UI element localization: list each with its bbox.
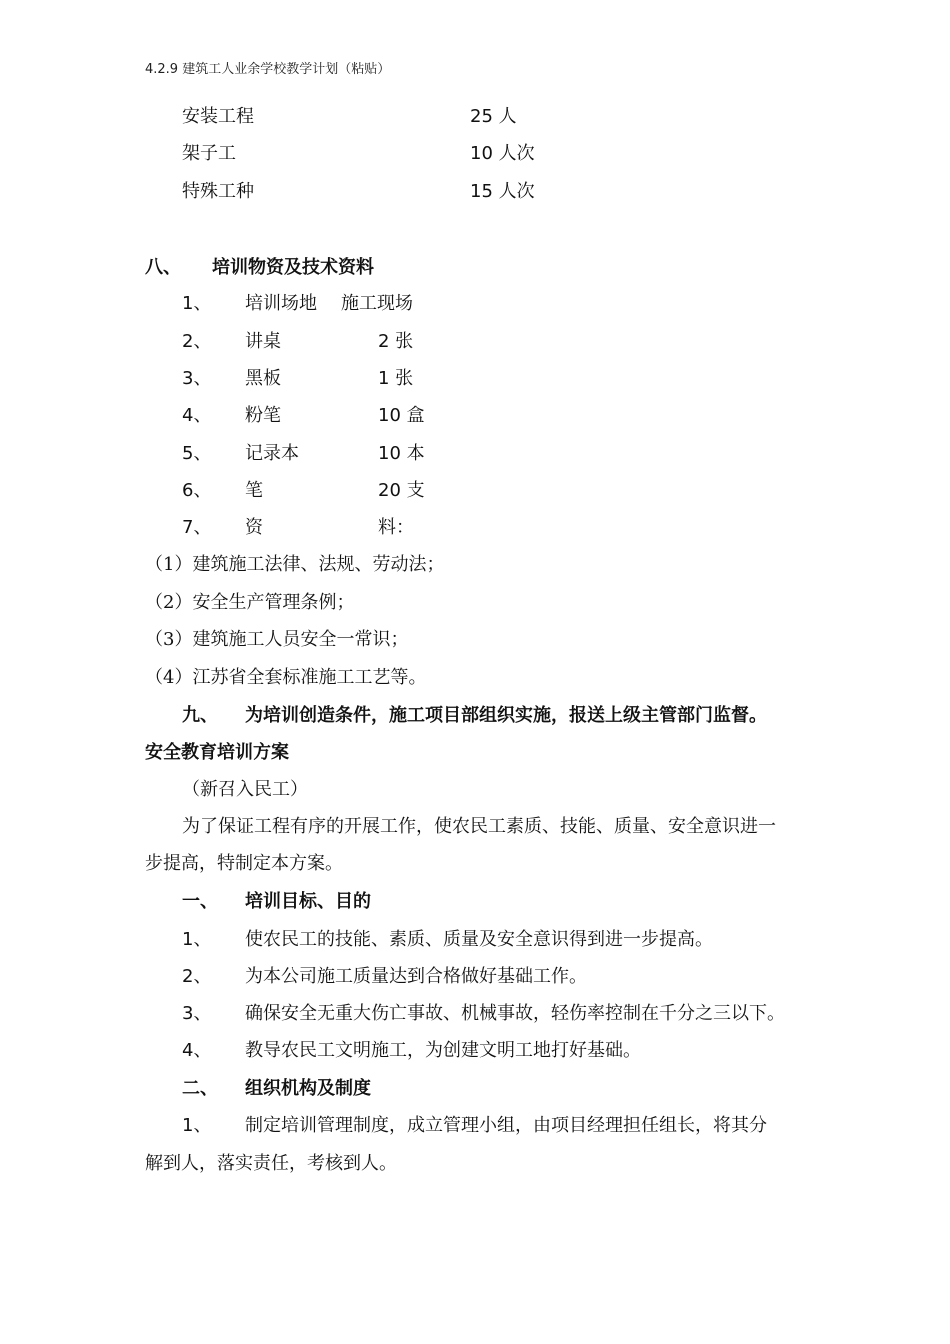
goal-text: 教导农民工文明施工，为创建文明工地打好基础。 bbox=[245, 1040, 641, 1061]
section-9-number: 九、 bbox=[182, 705, 218, 726]
goal-text: 确保安全无重大伤亡事故、机械事故，轻伤率控制在千分之三以下。 bbox=[245, 1003, 785, 1024]
plan-intro-line-1: 为了保证工程有序的开展工作，使农民工素质、技能、质量、安全意识进一 bbox=[182, 816, 776, 837]
page-header: 4.2.9 建筑工人业余学校教学计划（粘贴） bbox=[145, 62, 391, 77]
plan-subtitle: （新召入民工） bbox=[182, 779, 308, 800]
supply-qty: 1 张 bbox=[378, 368, 414, 389]
supply-name: 黑板 bbox=[245, 368, 281, 389]
supply-name: 资 bbox=[245, 517, 263, 538]
supply-qty: 10 盒 bbox=[378, 405, 425, 426]
section-8-title: 培训物资及技术资料 bbox=[212, 257, 374, 278]
goal-number: 4、 bbox=[182, 1040, 212, 1061]
supply-name: 笔 bbox=[245, 480, 263, 501]
plan-section-1-title: 培训目标、目的 bbox=[245, 891, 371, 912]
material-item: （2）安全生产管理条例； bbox=[145, 592, 355, 613]
supply-qty: 10 本 bbox=[378, 443, 425, 464]
supply-number: 6、 bbox=[182, 480, 212, 501]
trainee-count: 25 人 bbox=[470, 106, 517, 127]
supply-qty: 料： bbox=[378, 517, 414, 538]
supply-qty: 2 张 bbox=[378, 331, 414, 352]
goal-number: 3、 bbox=[182, 1003, 212, 1024]
trainee-label: 安装工程 bbox=[182, 106, 254, 127]
plan-section-1-number: 一、 bbox=[182, 891, 218, 912]
goal-text: 为本公司施工质量达到合格做好基础工作。 bbox=[245, 966, 587, 987]
material-item: （4）江苏省全套标准施工工艺等。 bbox=[145, 667, 427, 688]
plan-intro-line-2: 步提高，特制定本方案。 bbox=[145, 853, 343, 874]
goal-text: 使农民工的技能、素质、质量及安全意识得到进一步提高。 bbox=[245, 929, 713, 950]
section-9-text: 为培训创造条件，施工项目部组织实施，报送上级主管部门监督。 bbox=[245, 705, 767, 726]
section-8-number: 八、 bbox=[145, 257, 181, 278]
supply-number: 1、 bbox=[182, 293, 212, 314]
goal-number: 1、 bbox=[182, 929, 212, 950]
supply-number: 4、 bbox=[182, 405, 212, 426]
trainee-label: 架子工 bbox=[182, 143, 236, 164]
supply-number: 3、 bbox=[182, 368, 212, 389]
supply-number: 5、 bbox=[182, 443, 212, 464]
goal-number: 2、 bbox=[182, 966, 212, 987]
trainee-count: 15 人次 bbox=[470, 181, 535, 202]
plan-section-2-title: 组织机构及制度 bbox=[245, 1078, 371, 1099]
supply-number: 7、 bbox=[182, 517, 212, 538]
plan-title: 安全教育培训方案 bbox=[145, 742, 289, 763]
supply-qty: 20 支 bbox=[378, 480, 425, 501]
trainee-label: 特殊工种 bbox=[182, 181, 254, 202]
material-item: （3）建筑施工人员安全一常识； bbox=[145, 629, 409, 650]
supply-number: 2、 bbox=[182, 331, 212, 352]
org-item-line-1: 制定培训管理制度，成立管理小组，由项目经理担任组长，将其分 bbox=[245, 1115, 767, 1136]
org-item-line-2: 解到人，落实责任，考核到人。 bbox=[145, 1153, 397, 1174]
supply-name: 粉笔 bbox=[245, 405, 281, 426]
trainee-count: 10 人次 bbox=[470, 143, 535, 164]
material-item: （1）建筑施工法律、法规、劳动法； bbox=[145, 554, 445, 575]
supply-name: 讲桌 bbox=[245, 331, 281, 352]
supply-qty: 施工现场 bbox=[341, 293, 413, 314]
plan-section-2-number: 二、 bbox=[182, 1078, 218, 1099]
supply-name: 培训场地 bbox=[245, 293, 317, 314]
supply-name: 记录本 bbox=[245, 443, 299, 464]
org-item-number: 1、 bbox=[182, 1115, 212, 1136]
